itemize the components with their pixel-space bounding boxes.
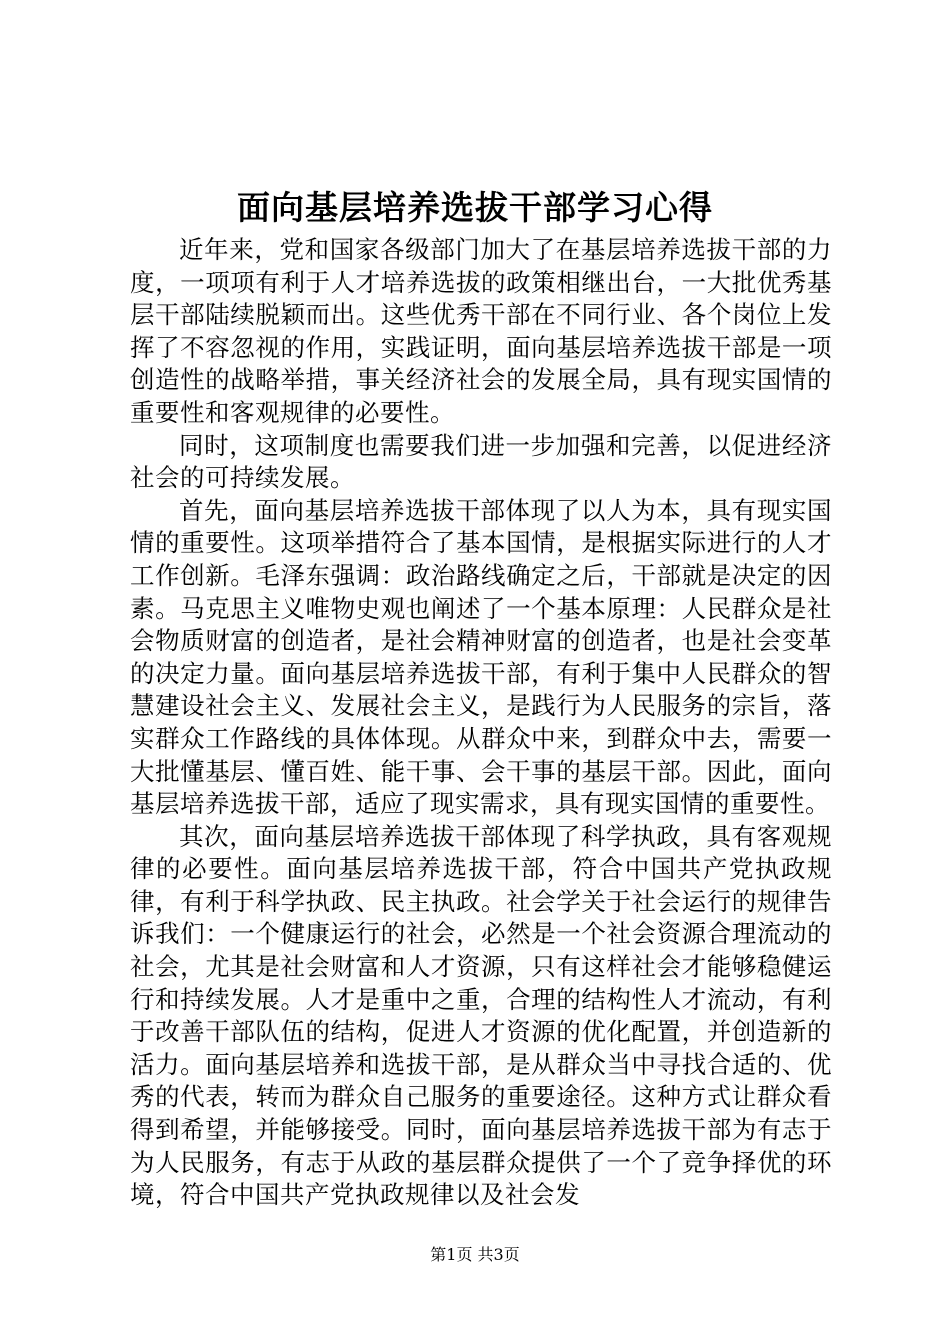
document-title: 面向基层培养选拔干部学习心得 <box>237 188 713 227</box>
paragraph-first: 首先，面向基层培养选拔干部体现了以人为本，具有现实国情的重要性。这项举措符合了基本国情，是根据实际进行的人才工作创新。毛泽东强调：政治路线确定之后，干部就是决定的因素。马克思主义唯物史观也阐述了一个基本原理：人民群众是社会物质财富的创造者，是社会精神财富的创造者，也是社会变革的决定力量。面向基层培养选拔干部，有利于集中人民群众的智慧建设社会主义、发展社会主义，是践行为人民服务的宗旨，落实群众工作路线的具体体现。从群众中来，到群众中去，需要一大批懂基层、懂百姓、能干事、会干事的基层干部。因此，面向基层培养选拔干部，适应了现实需求，具有现实国情的重要性。 <box>130 495 832 819</box>
paragraph-meanwhile: 同时，这项制度也需要我们进一步加强和完善，以促进经济社会的可持续发展。 <box>130 430 832 493</box>
paragraph-second: 其次，面向基层培养选拔干部体现了科学执政，具有客观规律的必要性。面向基层培养选拔干部，符合中国共产党执政规律，有利于科学执政、民主执政。社会学关于社会运行的规律告诉我们：一个健康运行的社会，必然是一个社会资源合理流动的社会，尤其是社会财富和人才资源，只有这样社会才能够稳健运行和持续发展。人才是重中之重，合理的结构性人才流动，有利于改善干部队伍的结构，促进人才资源的优化配置，并创造新的活力。面向基层培养和选拔干部，是从群众当中寻找合适的、优秀的代表，转而为群众自己服务的重要途径。这种方式让群众看得到希望，并能够接受。同时，面向基层培养选拔干部为有志于为人民服务，有志于从政的基层群众提供了一个了竞争择优的环境，符合中国共产党执政规律以及社会发 <box>130 821 832 1210</box>
paragraph-intro: 近年来，党和国家各级部门加大了在基层培养选拔干部的力度，一项项有利于人才培养选拔的政策相继出台，一大批优秀基层干部陆续脱颖而出。这些优秀干部在不同行业、各个岗位上发挥了不容忽视的作用，实践证明，面向基层培养选拔干部是一项创造性的战略举措，事关经济社会的发展全局，具有现实国情的重要性和客观规律的必要性。 <box>130 235 832 427</box>
page-footer: 第1页 共3页 <box>430 1245 520 1264</box>
document-body <box>130 234 832 1212</box>
